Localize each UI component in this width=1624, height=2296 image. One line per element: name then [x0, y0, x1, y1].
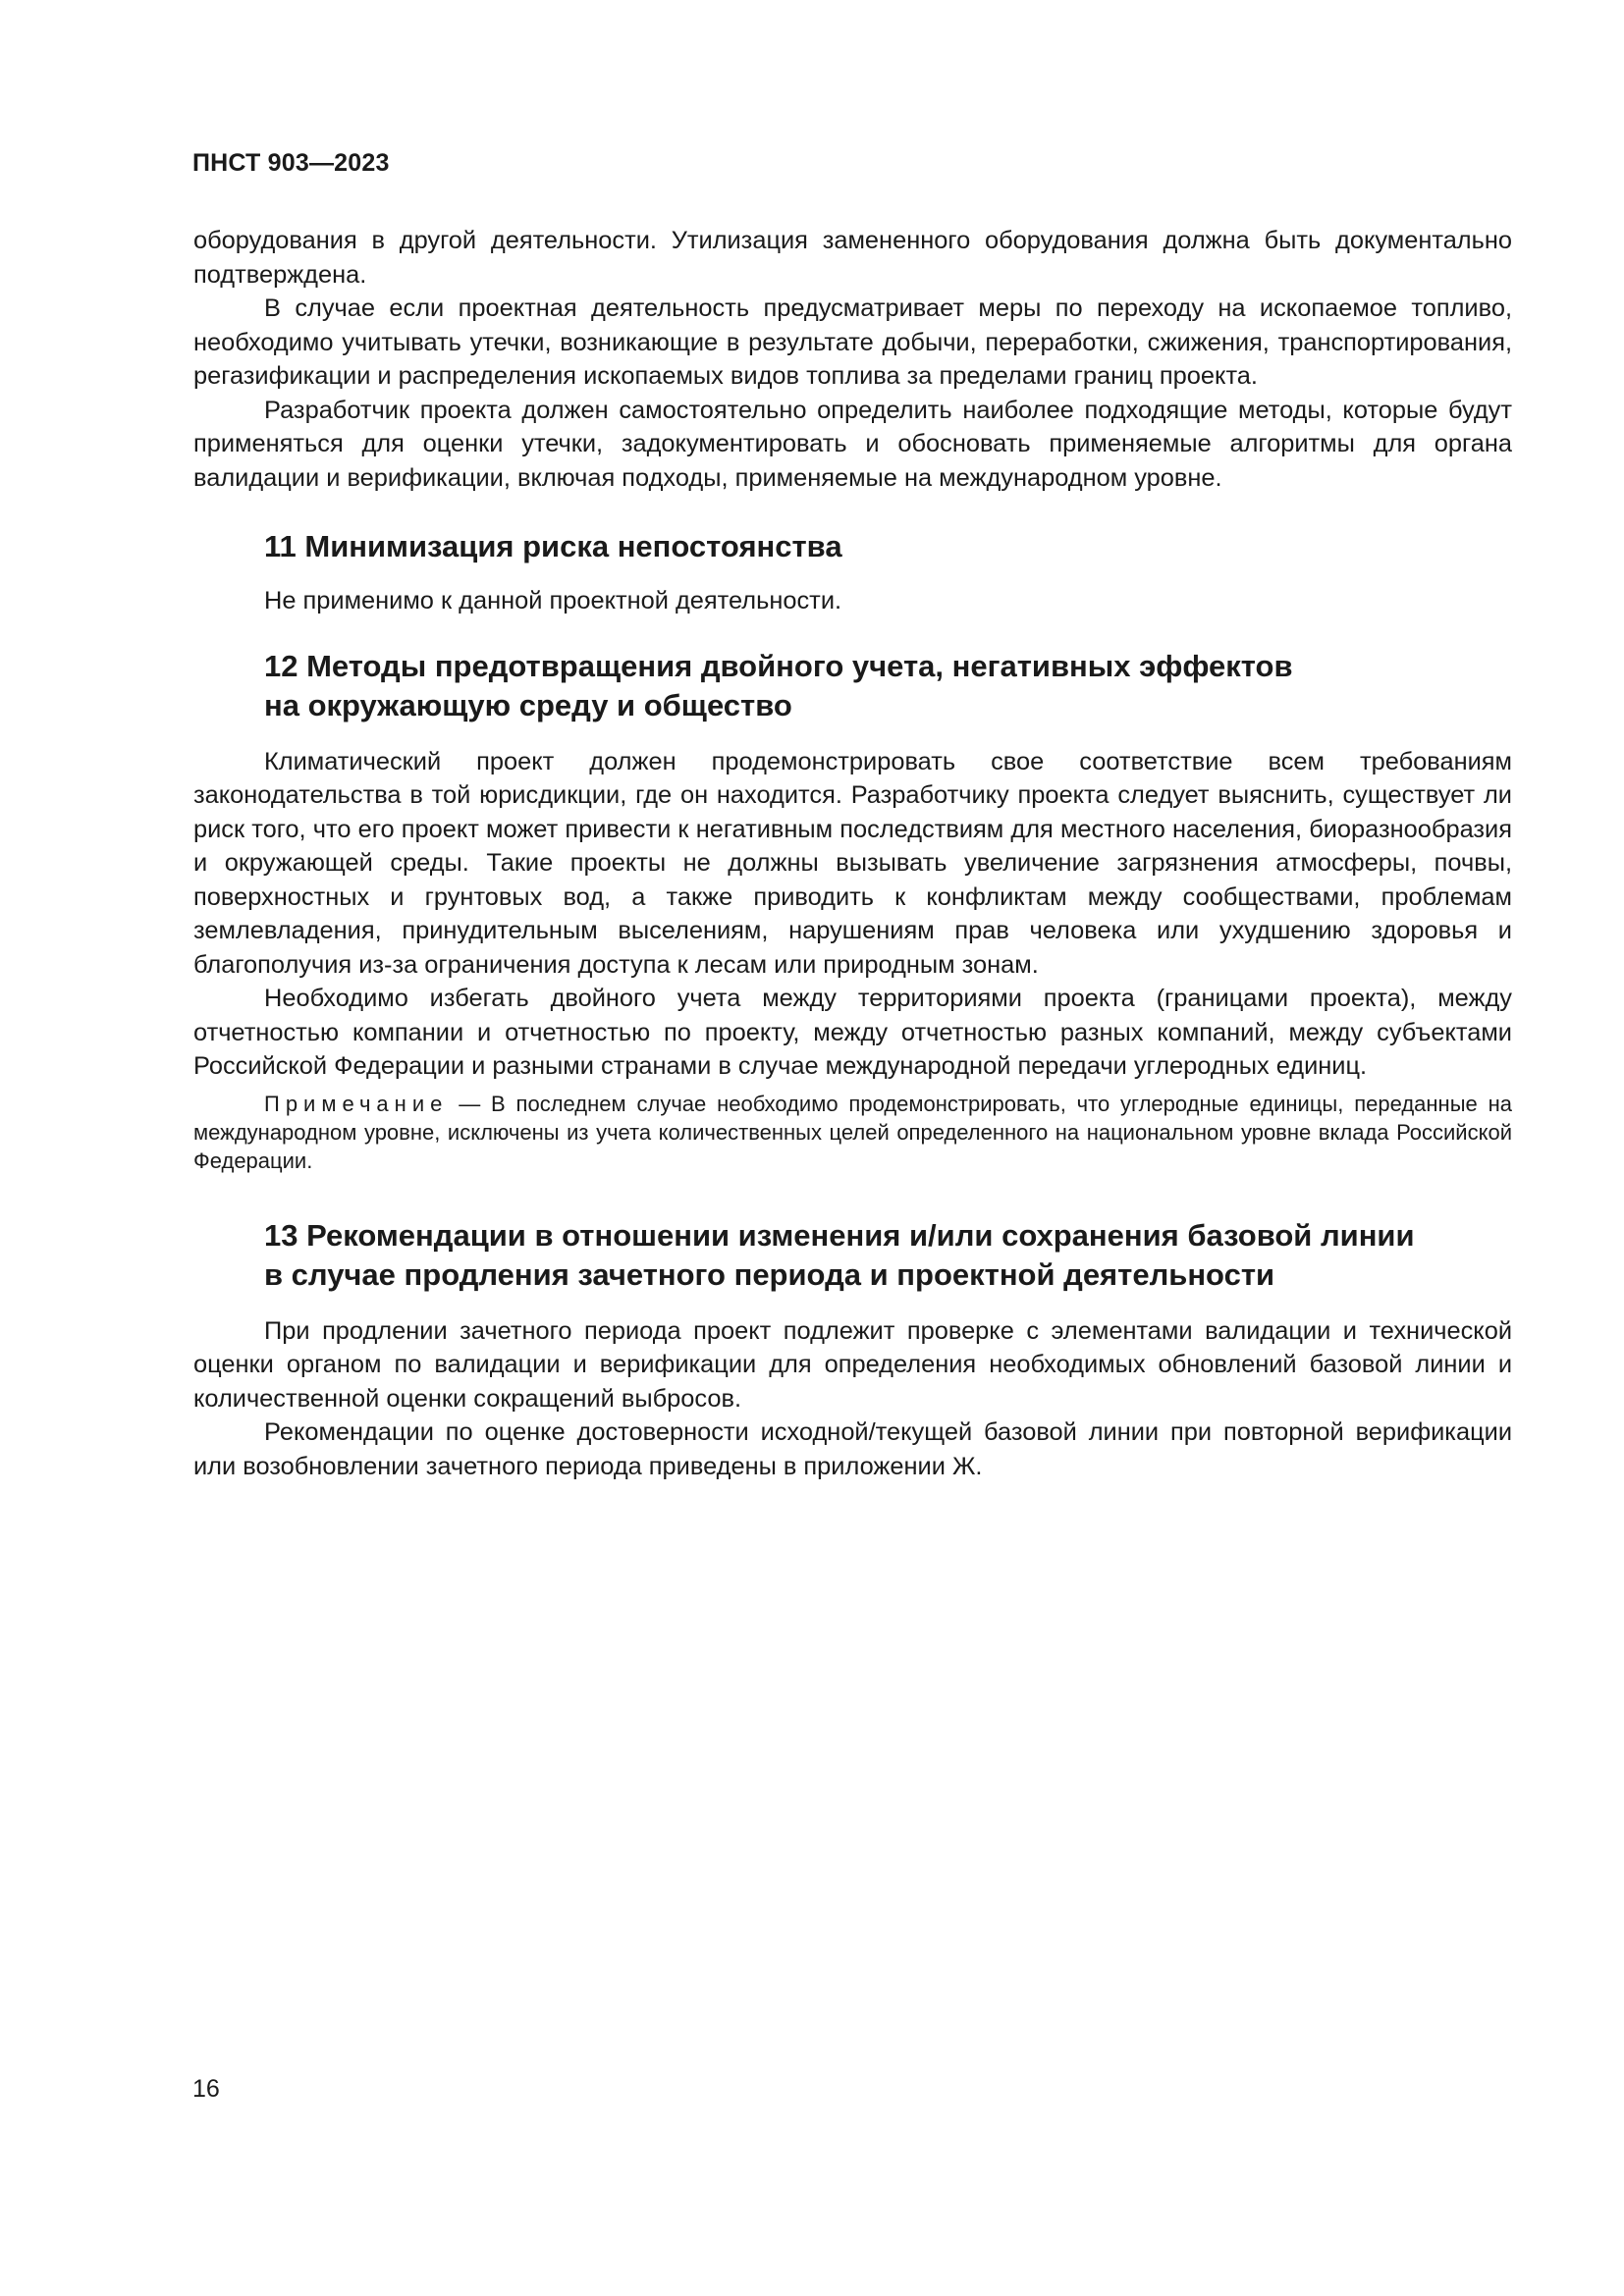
section-13-paragraph-2: Рекомендации по оценке достоверности исходной/текущей базовой линии при повторной верификации или возобновлении зачетного периода приведены в приложении Ж.: [193, 1418, 1512, 1480]
section-11-paragraph: Не применимо к данной проектной деятельности.: [264, 587, 842, 614]
note-text: — В последнем случае необходимо продемонстрировать, что углеродные единицы, переданные на международном уровне, исключены из учета количественных целей определенного на национальном уровне вклада Российской Федерации.: [193, 1091, 1512, 1173]
intro-paragraph-3: Разработчик проекта должен самостоятельно определить наиболее подходящие методы, которые будут применяться для оценки утечки, задокументировать и обосновать применяемые алгоритмы для органа валидации и верификации, включая подходы, применяемые на международном уровне.: [193, 396, 1512, 492]
page-number: 16: [192, 2075, 220, 2103]
section-11-heading: 11 Минимизация риска непостоянства: [264, 529, 842, 563]
intro-paragraph-1: оборудования в другой деятельности. Утилизация замененного оборудования должна быть документально подтверждена.: [193, 227, 1512, 289]
section-12-heading-line-2: на окружающую среду и общество: [264, 687, 792, 722]
section-12-paragraph-2: Необходимо избегать двойного учета между территориями проекта (границами проекта), между отчетностью компании и отчетностью по проекту, между отчетностью разных компаний, между субъектами Российской Федерации и разными странами в случае международной передачи углеродных единиц.: [193, 985, 1512, 1080]
section-13-heading-line-2: в случае продления зачетного периода и проектной деятельности: [264, 1256, 1275, 1292]
note-label: Примечание: [264, 1091, 449, 1116]
intro-paragraph-2: В случае если проектная деятельность предусматривает меры по переходу на ископаемое топливо, необходимо учитывать утечки, возникающие в результате добычи, переработки, сжижения, транспортирования, регазификации и распределения ископаемых видов топлива за пределами границ проекта.: [193, 294, 1512, 390]
page-content: [193, 224, 1512, 1483]
section-12-heading: [193, 647, 1512, 725]
section-13-paragraph-1: При продлении зачетного периода проект подлежит проверке с элементами валидации и технической оценки органом по валидации и верификации для определения необходимых обновлений базовой линии и количественной оценки сокращений выбросов.: [193, 1316, 1512, 1413]
section-13-heading-line-1: 13 Рекомендации в отношении изменения и/или сохранения базовой линии: [264, 1217, 1415, 1253]
section-12-heading-line-1: 12 Методы предотвращения двойного учета, негативных эффектов: [264, 648, 1293, 683]
section-12-paragraph-1: Климатический проект должен продемонстрировать свое соответствие всем требованиям законодательства в той юрисдикции, где он находится. Разработчику проекта следует выяснить, существует ли риск того, что его проект может привести к негативным последствиям для местного населения, биоразнообразия и окружающей среды. Такие проекты не должны вызывать увеличение загрязнения атмосферы, почвы, поверхностных и грунтовых вод, а также приводить к конфликтам между сообществами, проблемам землевладения, принудительным выселениям, нарушениям прав человека или ухудшению здоровья и благополучия из-за ограничения доступа к лесам или природным зонам.: [193, 747, 1512, 979]
section-12-note: [193, 1090, 1512, 1175]
standard-id-header: ПНСТ 903—2023: [192, 149, 390, 177]
section-13-heading: [193, 1216, 1512, 1295]
